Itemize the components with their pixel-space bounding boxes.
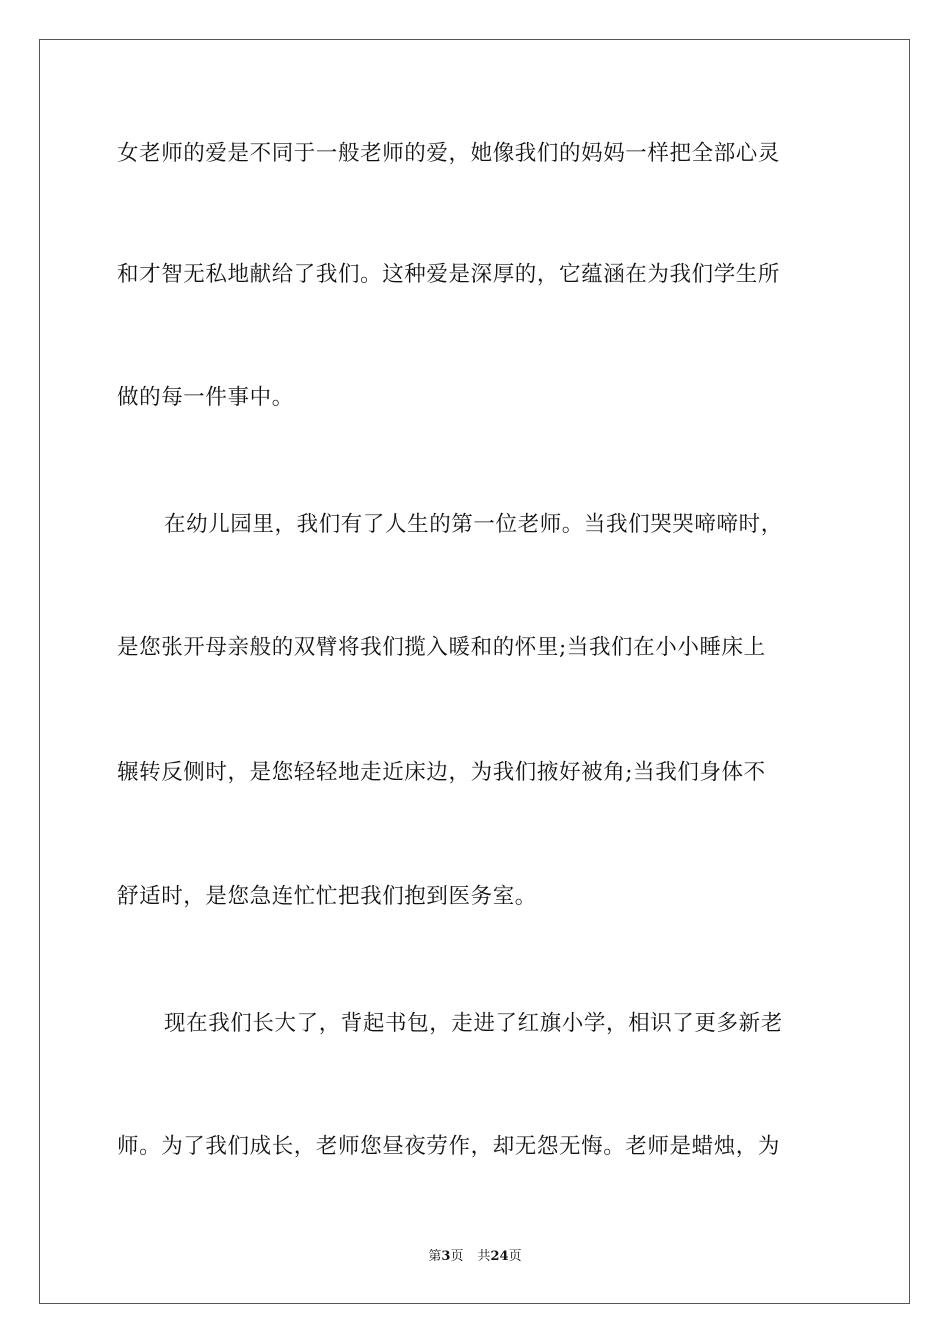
- page-suffix: 页: [450, 1249, 464, 1264]
- total-suffix: 页: [508, 1249, 522, 1264]
- total-page-count: 24: [490, 1249, 509, 1264]
- body-text-line: 女老师的爱是不同于一般老师的爱，她像我们的妈妈一样把全部心灵: [117, 141, 781, 166]
- body-text-line: 和才智无私地献给了我们。这种爱是深厚的，它蕴涵在为我们学生所: [117, 262, 781, 287]
- paragraph-first-line: 在幼儿园里，我们有了人生的第一位老师。当我们哭哭啼啼时，: [164, 512, 783, 537]
- paragraph-first-line: 现在我们长大了，背起书包，走进了红旗小学，相识了更多新老: [164, 1011, 783, 1036]
- body-text-line: 舒适时，是您急连忙忙把我们抱到医务室。: [117, 884, 537, 909]
- body-text-line: 是您张开母亲般的双臂将我们揽入暖和的怀里;当我们在小小睡床上: [117, 635, 766, 660]
- body-text-line: 做的每一件事中。: [117, 385, 294, 410]
- body-text-line: 师。为了我们成长，老师您昼夜劳作，却无怨无悔。老师是蜡烛，为: [117, 1134, 781, 1159]
- body-text-line: 辗转反侧时，是您轻轻地走近床边，为我们掖好被角;当我们身体不: [117, 760, 766, 785]
- total-prefix: 共: [477, 1249, 491, 1264]
- page-prefix: 第: [428, 1249, 442, 1264]
- page-footer: [0, 1247, 950, 1267]
- page-border: [39, 39, 910, 1304]
- current-page-number: 3: [441, 1249, 451, 1264]
